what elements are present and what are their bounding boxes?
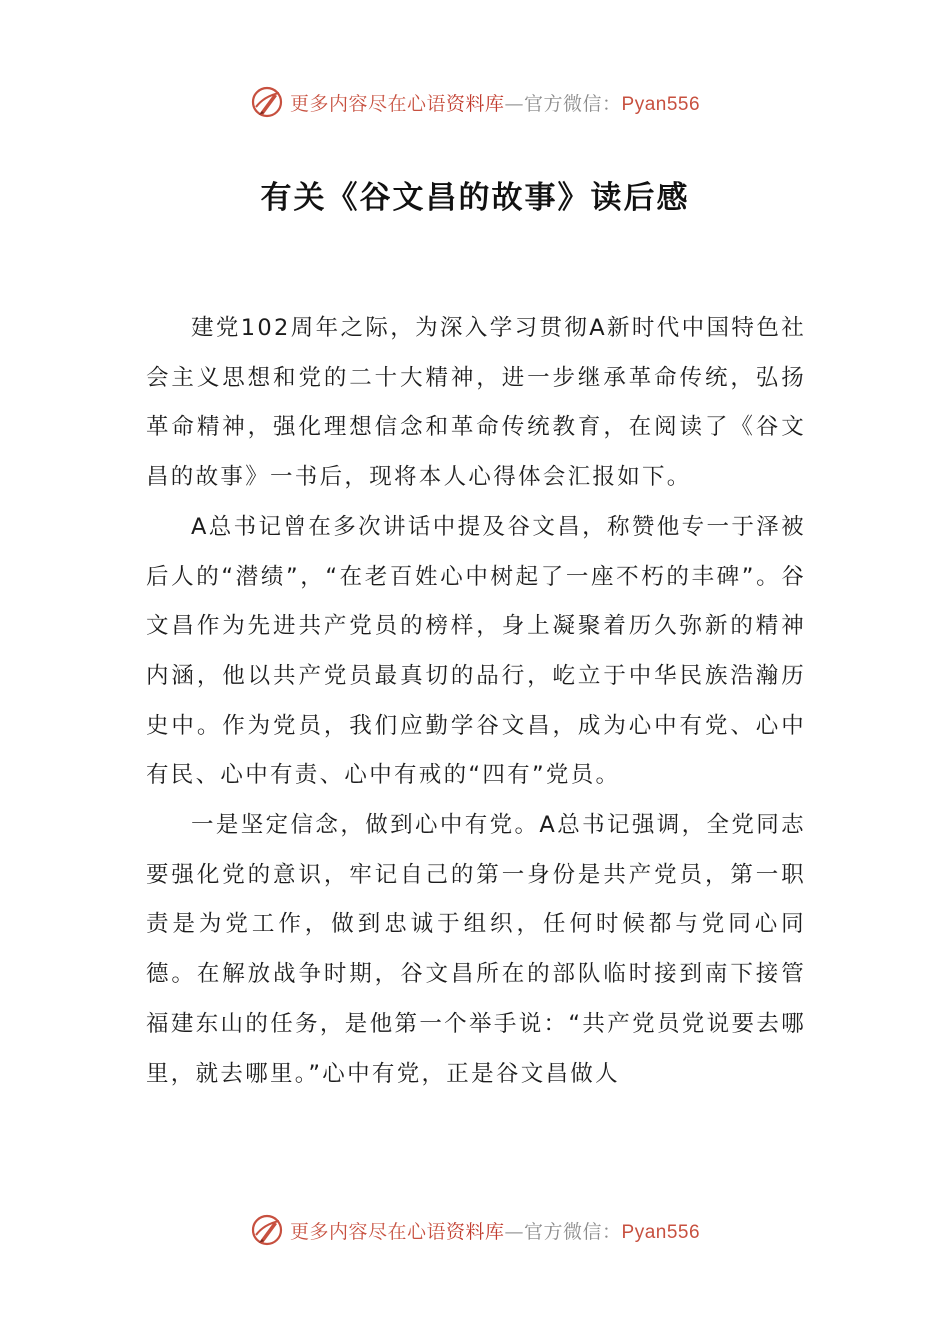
pen-seal-icon [250,1213,284,1247]
watermark-text: 更多内容尽在心语资料库—官方微信：Pyan556 [289,92,701,115]
watermark-text: 更多内容尽在心语资料库—官方微信：Pyan556 [289,1220,701,1243]
paragraph: A总书记曾在多次讲话中提及谷文昌，称赞他专一于泽被后人的“潜绩”，“在老百姓心中树起了一座不朽的丰碑”。谷文昌作为先进共产党员的榜样，身上凝聚着历久弥新的精神内涵，他以共产党员最真切的品行，屹立于中华民族浩瀚历史中。作为党员，我们应勤学谷文昌，成为心中有党、心中有民、心中有责、心中有戒的“四有”党员。 [146,513,806,789]
pen-seal-icon [250,85,284,119]
paragraph: 建党102周年之际，为深入学习贯彻A新时代中国特色社会主义思想和党的二十大精神，进一步继承革命传统，弘扬革命精神，强化理想信念和革命传统教育，在阅读了《谷文昌的故事》一书后，现将本人心得体会汇报如下。 [146,315,806,491]
document-body [146,304,806,1099]
header-watermark-banner [0,82,950,122]
page-title: 有关《谷文昌的故事》读后感 [260,180,690,216]
footer-watermark-banner [0,1210,950,1250]
paragraph: 一是坚定信念，做到心中有党。A总书记强调，全党同志要强化党的意识，牢记自己的第一身份是共产党员，第一职责是为党工作，做到忠诚于组织，任何时候都与党同心同德。在解放战争时期，谷文昌所在的部队临时接到南下接管福建东山的任务，是他第一个举手说：“共产党员党说要去哪里，就去哪里。”心中有党，正是谷文昌做人 [146,812,806,1087]
